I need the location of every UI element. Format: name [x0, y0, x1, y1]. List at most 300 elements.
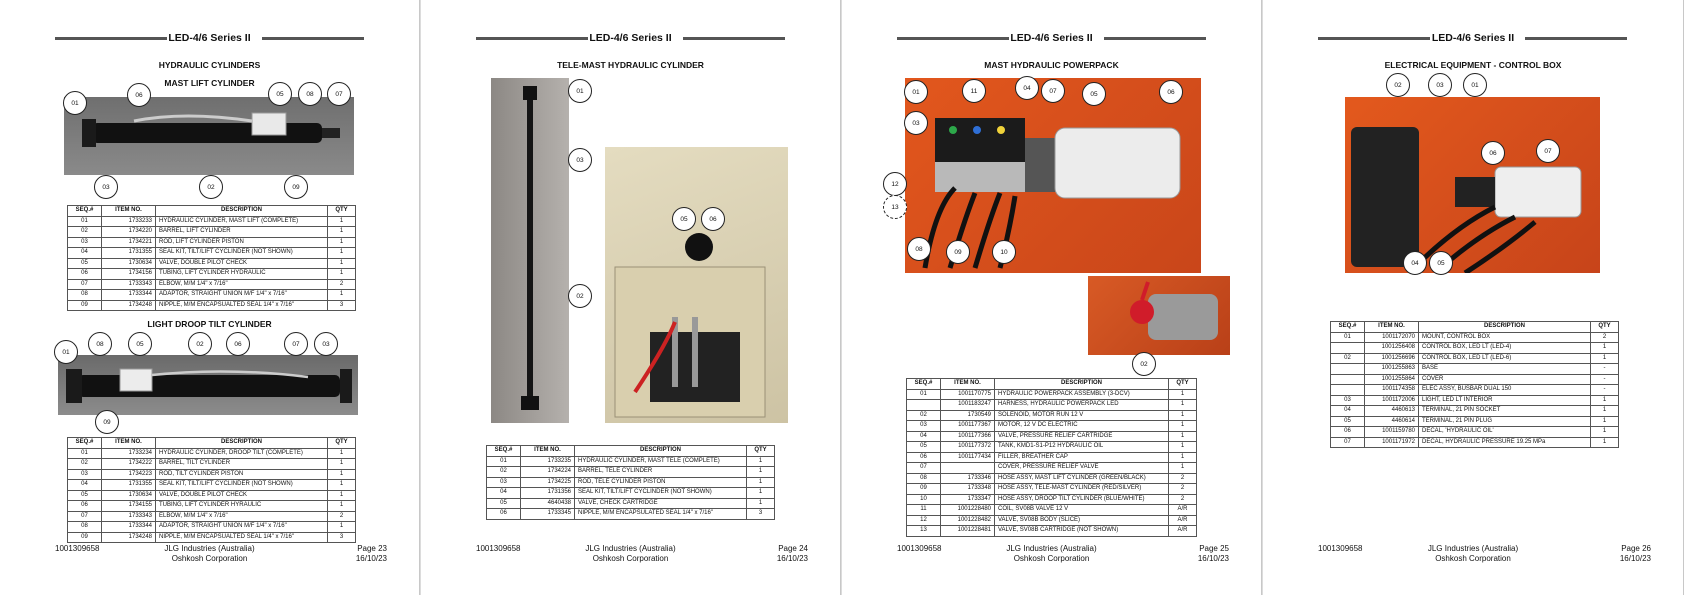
- seq-cell: 04: [907, 431, 941, 442]
- desc-cell: HOSE ASSY, DROOP TILT CYLINDER (BLUE/WHITE): [995, 494, 1169, 505]
- seq-cell: 09: [68, 532, 102, 543]
- seq-cell: 06: [487, 509, 521, 520]
- page-25: [842, 0, 1262, 595]
- table-row: [68, 300, 356, 311]
- item-cell: 1733343: [102, 279, 156, 290]
- seq-cell: 01: [487, 456, 521, 467]
- col-qty: QTY: [328, 206, 356, 217]
- seq-cell: 03: [1331, 395, 1365, 406]
- callout-05: 05: [268, 82, 292, 106]
- desc-cell: ROD, LIFT CYLINDER PISTON: [156, 237, 328, 248]
- desc-cell: BARREL, TILT CYLINDER: [156, 459, 328, 470]
- section-title: MAST HYDRAULIC POWERPACK: [984, 60, 1119, 70]
- valve-illustration: [605, 147, 788, 423]
- item-cell: 1001177367: [941, 421, 995, 432]
- callout-06: 06: [701, 207, 725, 231]
- seq-cell: 08: [907, 473, 941, 484]
- qty-cell: 1: [1169, 389, 1197, 400]
- page-header-title: LED-4/6 Series II: [1010, 32, 1093, 44]
- col-desc: DESCRIPTION: [156, 438, 328, 449]
- qty-cell: 1: [1169, 400, 1197, 411]
- desc-cell: TERMINAL, 21 PIN PLUG: [1419, 416, 1591, 427]
- desc-cell: TERMINAL, 21 PIN SOCKET: [1419, 406, 1591, 417]
- callout-13: 13: [883, 195, 907, 219]
- item-cell: 1733233: [102, 216, 156, 227]
- item-cell: 1734220: [102, 227, 156, 238]
- table-row: [68, 490, 356, 501]
- seq-cell: 04: [68, 248, 102, 259]
- page-header-title: LED-4/6 Series II: [589, 32, 672, 44]
- qty-cell: 1: [328, 490, 356, 501]
- seq-cell: 02: [68, 227, 102, 238]
- item-cell: 1734224: [521, 467, 575, 478]
- desc-cell: SEAL KIT, TILT/LIFT CYCLINDER (NOT SHOWN): [156, 248, 328, 259]
- callout-07: 07: [327, 82, 351, 106]
- callout-01: 01: [568, 79, 592, 103]
- qty-cell: 1: [1591, 353, 1619, 364]
- qty-cell: 1: [1169, 463, 1197, 474]
- droop-tilt-cylinder-photo: [58, 355, 358, 415]
- col-qty: QTY: [1591, 322, 1619, 333]
- desc-cell: TANK, KMD1-S1-P12 HYDRAULIC OIL: [995, 442, 1169, 453]
- qty-cell: 3: [328, 300, 356, 311]
- col-desc: DESCRIPTION: [1419, 322, 1591, 333]
- subsection-title: MAST LIFT CYLINDER: [164, 78, 255, 88]
- qty-cell: 1: [328, 227, 356, 238]
- item-cell: 1733347: [941, 494, 995, 505]
- qty-cell: -: [1591, 364, 1619, 375]
- footer-page: [1620, 544, 1651, 564]
- qty-cell: 2: [1591, 332, 1619, 343]
- qty-cell: 1: [1169, 442, 1197, 453]
- table-row: [907, 515, 1197, 526]
- seq-cell: [907, 400, 941, 411]
- footer-company-2: Oshkosh Corporation: [1013, 554, 1090, 563]
- seq-cell: 12: [907, 515, 941, 526]
- col-seq: SEQ.#: [487, 446, 521, 457]
- col-qty: QTY: [328, 438, 356, 449]
- qty-cell: 1: [328, 258, 356, 269]
- callout-11: 11: [962, 79, 986, 103]
- seq-cell: 05: [68, 258, 102, 269]
- seq-cell: 01: [68, 216, 102, 227]
- item-cell: 1731355: [102, 248, 156, 259]
- desc-cell: LIGHT, LED LT INTERIOR: [1419, 395, 1591, 406]
- col-qty: QTY: [1169, 379, 1197, 390]
- footer-page-number: Page 25: [1199, 544, 1229, 553]
- callout-02: 02: [1386, 73, 1410, 97]
- cylinder-illustration: [64, 97, 354, 175]
- desc-cell: ELBOW, M/M 1/4" x 7/16": [156, 511, 328, 522]
- qty-cell: 1: [328, 237, 356, 248]
- table-header-row: [68, 206, 356, 217]
- item-cell: 1734248: [102, 532, 156, 543]
- callout-03: 03: [904, 111, 928, 135]
- seq-cell: 02: [1331, 353, 1365, 364]
- qty-cell: 3: [328, 532, 356, 543]
- desc-cell: VALVE, DOUBLE PILOT CHECK: [156, 258, 328, 269]
- footer-page: [777, 544, 808, 564]
- seq-cell: [1331, 385, 1365, 396]
- callout-02: 02: [188, 332, 212, 356]
- subsection-title: LIGHT DROOP TILT CYLINDER: [147, 319, 272, 329]
- table-row: [907, 494, 1197, 505]
- desc-cell: ROD, TELE CYLINDER PISTON: [575, 477, 747, 488]
- footer-date: 16/10/23: [1197, 554, 1229, 563]
- footer-company-2: Oshkosh Corporation: [592, 554, 669, 563]
- qty-cell: A/R: [1169, 505, 1197, 516]
- desc-cell: NIPPLE, M/M ENCAPSUALTED SEAL 1/4" x 7/16": [156, 532, 328, 543]
- callout-09: 09: [946, 240, 970, 264]
- table-row: [907, 526, 1197, 537]
- qty-cell: 2: [328, 511, 356, 522]
- desc-cell: ELEC ASSY, BUSBAR DUAL 150: [1419, 385, 1591, 396]
- desc-cell: SOLENOID, MOTOR RUN 12 V: [995, 410, 1169, 421]
- table-row: [1331, 406, 1619, 417]
- parts-table-powerpack: [906, 378, 1197, 537]
- item-cell: 1001174358: [1365, 385, 1419, 396]
- table-row: [1331, 395, 1619, 406]
- table-row: [487, 477, 775, 488]
- item-cell: 1733344: [102, 522, 156, 533]
- seq-cell: 03: [487, 477, 521, 488]
- qty-cell: 1: [747, 488, 775, 499]
- item-cell: 1730634: [102, 258, 156, 269]
- callout-06: 06: [1481, 141, 1505, 165]
- callout-06: 06: [226, 332, 250, 356]
- desc-cell: DECAL, 'HYDRAULIC OIL': [1419, 427, 1591, 438]
- seq-cell: 07: [907, 463, 941, 474]
- table-row: [487, 467, 775, 478]
- qty-cell: A/R: [1169, 515, 1197, 526]
- footer-doc-number: 1001309658: [897, 544, 942, 553]
- callout-08: 08: [907, 237, 931, 261]
- table-row: [907, 463, 1197, 474]
- footer-company-1: JLG Industries (Australia): [164, 544, 255, 553]
- desc-cell: ADAPTOR, STRAIGHT UNION M/F 1/4" x 7/16": [156, 522, 328, 533]
- qty-cell: 1: [747, 456, 775, 467]
- seq-cell: 02: [487, 467, 521, 478]
- item-cell: 1001228481: [941, 526, 995, 537]
- item-cell: 1734222: [102, 459, 156, 470]
- desc-cell: COIL, SV08B VALVE 12 V: [995, 505, 1169, 516]
- desc-cell: ELBOW, M/M 1/4" x 7/16": [156, 279, 328, 290]
- seq-cell: 05: [1331, 416, 1365, 427]
- qty-cell: 1: [328, 459, 356, 470]
- callout-03: 03: [314, 332, 338, 356]
- qty-cell: 1: [1591, 416, 1619, 427]
- footer-page-number: Page 26: [1621, 544, 1651, 553]
- mast-lift-cylinder-photo: [64, 97, 354, 175]
- qty-cell: 1: [328, 480, 356, 491]
- col-desc: DESCRIPTION: [575, 446, 747, 457]
- footer-doc-number: 1001309658: [1318, 544, 1363, 553]
- page-header-title: LED-4/6 Series II: [168, 32, 251, 44]
- callout-04: 04: [1403, 251, 1427, 275]
- qty-cell: 1: [747, 467, 775, 478]
- desc-cell: MOTOR, 12 V DC ELECTRIC: [995, 421, 1169, 432]
- desc-cell: HYDRAULIC CYLINDER, MAST LIFT (COMPLETE): [156, 216, 328, 227]
- callout-04: 04: [1015, 76, 1039, 100]
- seq-cell: 08: [68, 522, 102, 533]
- qty-cell: 2: [328, 279, 356, 290]
- col-item: ITEM NO.: [941, 379, 995, 390]
- callout-07: 07: [284, 332, 308, 356]
- seq-cell: 13: [907, 526, 941, 537]
- qty-cell: 1: [328, 290, 356, 301]
- desc-cell: TUBING, LIFT CYLINDER HYRAULIC: [156, 501, 328, 512]
- seq-cell: 07: [68, 279, 102, 290]
- table-row: [68, 459, 356, 470]
- table-row: [1331, 343, 1619, 354]
- col-item: ITEM NO.: [521, 446, 575, 457]
- parts-table-droop-tilt: [67, 437, 356, 543]
- seq-cell: 04: [1331, 406, 1365, 417]
- item-cell: 1734223: [102, 469, 156, 480]
- table-row: [907, 410, 1197, 421]
- seq-cell: 03: [907, 421, 941, 432]
- item-cell: 1001228482: [941, 515, 995, 526]
- desc-cell: MOUNT, CONTROL BOX: [1419, 332, 1591, 343]
- seq-cell: 07: [1331, 437, 1365, 448]
- seq-cell: 05: [487, 498, 521, 509]
- desc-cell: COVER, PRESSURE RELIEF VALVE: [995, 463, 1169, 474]
- item-cell: [941, 463, 995, 474]
- callout-12: 12: [883, 172, 907, 196]
- desc-cell: CONTROL BOX, LED LT (LED-6): [1419, 353, 1591, 364]
- item-cell: 1734248: [102, 300, 156, 311]
- footer-company-2: Oshkosh Corporation: [1435, 554, 1511, 563]
- qty-cell: 1: [1591, 437, 1619, 448]
- qty-cell: 1: [1169, 421, 1197, 432]
- qty-cell: 1: [328, 269, 356, 280]
- solenoid-illustration: [1088, 276, 1230, 355]
- footer-company-2: Oshkosh Corporation: [171, 554, 248, 563]
- col-seq: SEQ.#: [68, 206, 102, 217]
- callout-02: 02: [1132, 352, 1156, 376]
- footer-company-1: JLG Industries (Australia): [1427, 544, 1519, 553]
- callout-02: 02: [568, 284, 592, 308]
- callout-03: 03: [568, 148, 592, 172]
- qty-cell: 1: [1591, 406, 1619, 417]
- item-cell: 1733235: [521, 456, 575, 467]
- callout-01: 01: [1463, 73, 1487, 97]
- seq-cell: 09: [68, 300, 102, 311]
- callout-09: 09: [95, 410, 119, 434]
- qty-cell: 1: [328, 469, 356, 480]
- col-seq: SEQ.#: [68, 438, 102, 449]
- item-cell: 1731355: [102, 480, 156, 491]
- callout-06: 06: [127, 83, 151, 107]
- item-cell: 1734225: [521, 477, 575, 488]
- table-row: [907, 452, 1197, 463]
- page-23: [0, 0, 420, 595]
- callout-10: 10: [992, 240, 1016, 264]
- table-row: [1331, 427, 1619, 438]
- seq-cell: 01: [907, 389, 941, 400]
- callout-01: 01: [63, 91, 87, 115]
- table-row: [907, 431, 1197, 442]
- footer-company-1: JLG Industries (Australia): [585, 544, 676, 553]
- seq-cell: 10: [907, 494, 941, 505]
- qty-cell: 3: [747, 509, 775, 520]
- desc-cell: NIPPLE, M/M ENCAPSULATED SEAL 1/4" x 7/16": [575, 509, 747, 520]
- desc-cell: CONTROL BOX, LED LT (LED-4): [1419, 343, 1591, 354]
- qty-cell: 1: [1591, 395, 1619, 406]
- item-cell: 1001255863: [1365, 364, 1419, 375]
- table-row: [68, 532, 356, 543]
- parts-table-tele-mast: [486, 445, 775, 520]
- item-cell: 1733344: [102, 290, 156, 301]
- item-cell: 1001183247: [941, 400, 995, 411]
- callout-05: 05: [128, 332, 152, 356]
- desc-cell: ADAPTOR, STRAIGHT UNION M/F 1/4" x 7/16": [156, 290, 328, 301]
- table-row: [68, 269, 356, 280]
- table-row: [487, 488, 775, 499]
- qty-cell: -: [1591, 374, 1619, 385]
- item-cell: 1001256696: [1365, 353, 1419, 364]
- seq-cell: 02: [907, 410, 941, 421]
- item-cell: 1001177366: [941, 431, 995, 442]
- cylinder-illustration: [58, 355, 358, 415]
- col-item: ITEM NO.: [102, 438, 156, 449]
- item-cell: 1733345: [521, 509, 575, 520]
- callout-08: 08: [298, 82, 322, 106]
- footer-date: 16/10/23: [776, 554, 808, 563]
- desc-cell: HYDRAULIC POWERPACK ASSEMBLY (3-DCV): [995, 389, 1169, 400]
- qty-cell: 1: [328, 501, 356, 512]
- seq-cell: 06: [1331, 427, 1365, 438]
- desc-cell: VALVE, SV08B CARTRIDGE (NOT SHOWN): [995, 526, 1169, 537]
- table-row: [68, 448, 356, 459]
- table-header-row: [907, 379, 1197, 390]
- seq-cell: 04: [68, 480, 102, 491]
- desc-cell: HYDRAULIC CYLINDER, MAST TELE (COMPLETE): [575, 456, 747, 467]
- seq-cell: 01: [68, 448, 102, 459]
- item-cell: 1001255864: [1365, 374, 1419, 385]
- desc-cell: HOSE ASSY, MAST LIFT CYLINDER (GREEN/BLACK): [995, 473, 1169, 484]
- qty-cell: 1: [328, 522, 356, 533]
- section-title: HYDRAULIC CYLINDERS: [158, 60, 261, 70]
- table-row: [487, 456, 775, 467]
- qty-cell: 2: [1169, 494, 1197, 505]
- seq-cell: 06: [68, 269, 102, 280]
- item-cell: 4460613: [1365, 406, 1419, 417]
- qty-cell: 1: [1169, 452, 1197, 463]
- footer-page: [356, 544, 387, 564]
- table-row: [907, 421, 1197, 432]
- table-row: [68, 258, 356, 269]
- item-cell: 1001256408: [1365, 343, 1419, 354]
- item-cell: 1734221: [102, 237, 156, 248]
- callout-06: 06: [1159, 80, 1183, 104]
- desc-cell: TUBING, LIFT CYLINDER HYDRAULIC: [156, 269, 328, 280]
- footer-company-1: JLG Industries (Australia): [1006, 544, 1097, 553]
- callout-05: 05: [672, 207, 696, 231]
- item-cell: 1001171972: [1365, 437, 1419, 448]
- footer-date: 16/10/23: [1619, 554, 1651, 563]
- valve-closeup-photo: [605, 147, 788, 423]
- callout-03: 03: [1428, 73, 1452, 97]
- qty-cell: 1: [328, 216, 356, 227]
- solenoid-photo: [1088, 276, 1230, 355]
- callout-01: 01: [904, 80, 928, 104]
- item-cell: 1734156: [102, 269, 156, 280]
- desc-cell: COVER: [1419, 374, 1591, 385]
- seq-cell: 02: [68, 459, 102, 470]
- seq-cell: 07: [68, 511, 102, 522]
- table-row: [907, 473, 1197, 484]
- qty-cell: 1: [1169, 410, 1197, 421]
- footer-page: [1198, 544, 1229, 564]
- desc-cell: BARREL, TELE CYLINDER: [575, 467, 747, 478]
- col-seq: SEQ.#: [907, 379, 941, 390]
- callout-07: 07: [1536, 139, 1560, 163]
- desc-cell: NIPPLE, M/M ENCAPSUALTED SEAL 1/4" x 7/16": [156, 300, 328, 311]
- seq-cell: 06: [907, 452, 941, 463]
- item-cell: 1733234: [102, 448, 156, 459]
- table-row: [1331, 437, 1619, 448]
- page-24: [421, 0, 841, 595]
- qty-cell: 1: [747, 477, 775, 488]
- desc-cell: ROD, TILT CYLINDER PISTON: [156, 469, 328, 480]
- seq-cell: 05: [68, 490, 102, 501]
- seq-cell: [1331, 364, 1365, 375]
- seq-cell: 05: [907, 442, 941, 453]
- callout-07: 07: [1041, 79, 1065, 103]
- footer-doc-number: 1001309658: [476, 544, 521, 553]
- table-row: [1331, 385, 1619, 396]
- callout-05: 05: [1429, 251, 1453, 275]
- table-row: [68, 480, 356, 491]
- table-row: [1331, 332, 1619, 343]
- table-row: [68, 511, 356, 522]
- seq-cell: 09: [907, 484, 941, 495]
- item-cell: 4640438: [521, 498, 575, 509]
- desc-cell: VALVE, DOUBLE PILOT CHECK: [156, 490, 328, 501]
- footer-date: 16/10/23: [355, 554, 387, 563]
- seq-cell: 03: [68, 237, 102, 248]
- desc-cell: FILLER, BREATHER CAP: [995, 452, 1169, 463]
- col-qty: QTY: [747, 446, 775, 457]
- seq-cell: [1331, 374, 1365, 385]
- item-cell: 1001172006: [1365, 395, 1419, 406]
- desc-cell: SEAL KIT, TILT/LIFT CYCLINDER (NOT SHOWN): [156, 480, 328, 491]
- callout-01: 01: [54, 340, 78, 364]
- section-title: TELE-MAST HYDRAULIC CYLINDER: [557, 60, 704, 70]
- item-cell: 1001177434: [941, 452, 995, 463]
- table-row: [907, 442, 1197, 453]
- control-box-illustration: [1345, 97, 1600, 273]
- table-row: [68, 227, 356, 238]
- item-cell: 1733348: [941, 484, 995, 495]
- table-row: [68, 501, 356, 512]
- table-header-row: [487, 446, 775, 457]
- desc-cell: HYDRAULIC CYLINDER, DROOP TILT (COMPLETE): [156, 448, 328, 459]
- desc-cell: BARREL, LIFT CYLINDER: [156, 227, 328, 238]
- item-cell: 4460614: [1365, 416, 1419, 427]
- item-cell: 1001177372: [941, 442, 995, 453]
- desc-cell: DECAL, HYDRAULIC PRESSURE 19.25 MPa: [1419, 437, 1591, 448]
- qty-cell: 1: [1591, 427, 1619, 438]
- seq-cell: 11: [907, 505, 941, 516]
- cylinder-illustration: [491, 78, 569, 423]
- item-cell: 1731356: [521, 488, 575, 499]
- seq-cell: [1331, 343, 1365, 354]
- footer-doc-number: 1001309658: [55, 544, 100, 553]
- table-row: [487, 498, 775, 509]
- parts-table-control-box: [1330, 321, 1619, 448]
